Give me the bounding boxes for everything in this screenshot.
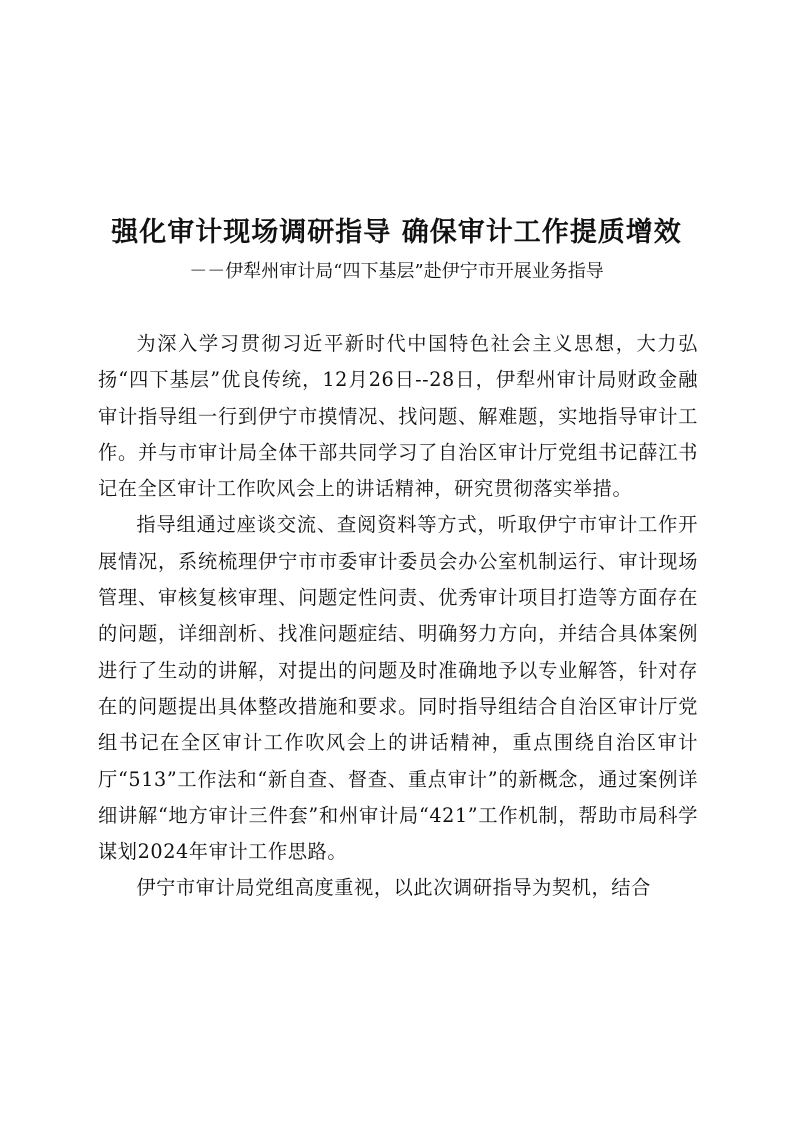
document-subtitle: －－伊犁州审计局“四下基层”赴伊宁市开展业务指导	[189, 261, 604, 282]
document-body	[98, 326, 698, 907]
paragraph-2: 指导组通过座谈交流、查阅资料等方式，听取伊宁市审计工作开展情况，系统梳理伊宁市市委审计委员会办公室机制运行、审计现场管理、审核复核审理、问题定性问责、优秀审计项目打造等方面存在的问题，详细剖析、找准问题症结、明确努力方向，并结合具体案例进行了生动的讲解，对提出的问题及时准确地予以专业解答，针对存在的问题提出具体整改措施和要求。同时指导组结合自治区审计厅党组书记在全区审计工作吹风会上的讲话精神，重点围绕自治区审计厅“513”工作法和“新自查、督查、重点审计”的新概念，通过案例详细讲解“地方审计三件套”和州审计局“421”工作机制，帮助市局科学谋划2024年审计工作思路。	[98, 513, 698, 864]
document-title: 强化审计现场调研指导 确保审计工作提质增效	[111, 217, 682, 248]
paragraph-1: 为深入学习贯彻习近平新时代中国特色社会主义思想，大力弘扬“四下基层”优良传统，12月26日--28日，伊犁州审计局财政金融审计指导组一行到伊宁市摸情况、找问题、解难题，实地指导审计工作。并与市审计局全体干部共同学习了自治区审计厅党组书记薛江书记在全区审计工作吹风会上的讲话精神，研究贯彻落实举措。	[98, 332, 698, 501]
paragraph-3: 伊宁市审计局党组高度重视，以此次调研指导为契机，结合	[136, 876, 651, 900]
